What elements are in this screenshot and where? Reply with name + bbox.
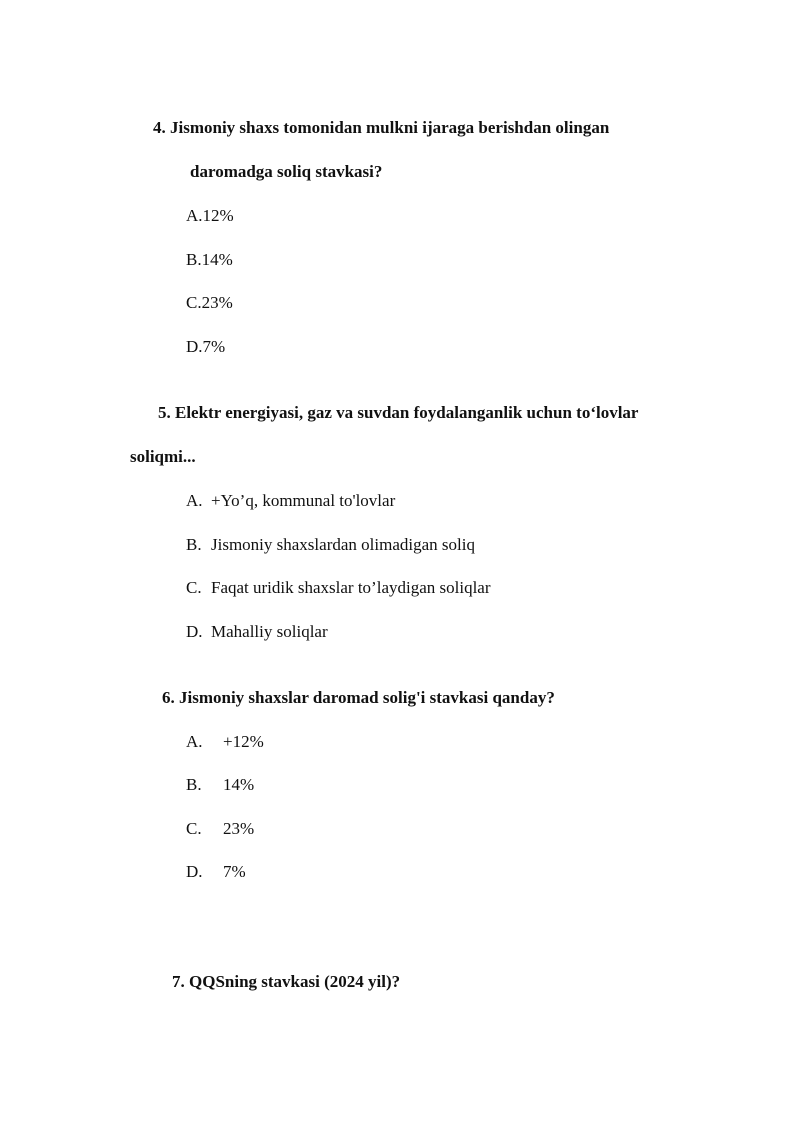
option-text: +12% xyxy=(223,732,264,751)
question-6-title: 6. Jismoniy shaxslar daromad solig'i stavkasi qanday? xyxy=(162,688,555,707)
question-4-title: 4. Jismoniy shaxs tomonidan mulkni ijaraga berishdan olingan xyxy=(153,118,610,137)
question-5-title: 5. Elektr energiyasi, gaz va suvdan foydalanganlik uchun to‘lovlar xyxy=(158,403,639,422)
option-letter: C. xyxy=(186,578,202,597)
question-7-title: 7. QQSning stavkasi (2024 yil)? xyxy=(172,972,401,991)
question-5-option-b xyxy=(186,535,475,555)
question-4-option-a xyxy=(186,206,234,226)
option-text: 23% xyxy=(223,819,255,838)
question-6-option-c xyxy=(186,819,254,839)
option-text: Jismoniy shaxslardan olimadigan soliq xyxy=(211,535,475,554)
question-4-title-cont: daromadga soliq stavkasi? xyxy=(190,162,383,181)
option-letter: C. xyxy=(186,819,202,838)
option-letter: A. xyxy=(186,491,203,510)
question-4-option-c xyxy=(186,293,233,313)
question-5-option-c xyxy=(186,578,491,598)
option-text: Faqat uridik shaxslar to’laydigan soliqlar xyxy=(211,578,491,597)
option-text: 14% xyxy=(201,250,233,269)
option-text: 12% xyxy=(202,206,234,225)
option-letter: A. xyxy=(186,732,203,751)
question-4-option-b xyxy=(186,250,233,270)
question-5-option-d xyxy=(186,622,328,642)
question-6-option-b xyxy=(186,775,254,795)
option-letter: C. xyxy=(186,293,202,312)
question-5-title-cont: soliqmi... xyxy=(130,447,196,466)
option-letter: D. xyxy=(186,862,203,881)
option-text: Mahalliy soliqlar xyxy=(211,622,328,641)
option-text: 23% xyxy=(201,293,233,312)
question-6-option-a xyxy=(186,732,264,752)
option-letter: B. xyxy=(186,775,202,794)
option-text: +Yo’q, kommunal to'lovlar xyxy=(211,491,396,510)
option-text: 7% xyxy=(202,337,226,356)
option-letter: D. xyxy=(186,337,203,356)
question-6-option-d xyxy=(186,862,246,882)
option-letter: D. xyxy=(186,622,203,641)
question-4-option-d xyxy=(186,337,225,357)
option-letter: A. xyxy=(186,206,203,225)
option-text: 14% xyxy=(223,775,255,794)
option-letter: B. xyxy=(186,250,202,269)
option-letter: B. xyxy=(186,535,202,554)
question-5-option-a xyxy=(186,491,395,511)
option-text: 7% xyxy=(223,862,246,881)
